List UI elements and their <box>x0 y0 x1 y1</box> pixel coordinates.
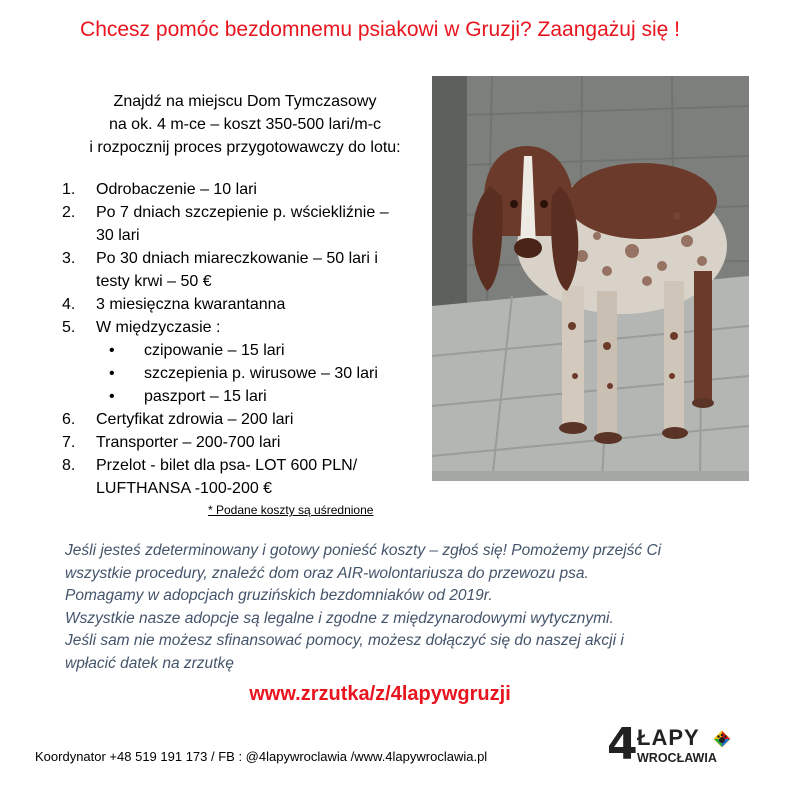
logo-lapy: ŁAPY <box>637 725 700 750</box>
list-item <box>62 178 422 201</box>
list-number: 2. <box>62 204 76 221</box>
paragraph-line: Jeśli sam nie możesz sfinansować pomocy, możesz dołączyć się do naszej akcji i <box>65 632 624 649</box>
paw-icon <box>711 728 733 750</box>
list-item <box>62 316 422 339</box>
list-number: 7. <box>62 434 76 451</box>
list-number: 4. <box>62 296 76 313</box>
list-text: Przelot - bilet dla psa- LOT 600 PLN/ <box>96 457 358 474</box>
intro-line: na ok. 4 m-ce – koszt 350-500 lari/m-c <box>108 116 382 133</box>
info-paragraph <box>65 540 755 675</box>
footer-contact: Koordynator +48 519 191 173 / FB : @4lapywroclawia /www.4lapywroclawia.pl <box>35 749 488 764</box>
sub-list-item <box>62 339 422 362</box>
logo <box>607 719 737 775</box>
list-text: czipowanie – 15 lari <box>144 342 285 359</box>
list-text: Transporter – 200-700 lari <box>96 434 281 451</box>
list-item <box>62 201 422 247</box>
paragraph-line: Wszystkie nasze adopcje są legalne i zgodne z międzynarodowymi wytycznymi. <box>65 609 614 627</box>
list-item <box>62 408 422 431</box>
paragraph-line: wszystkie procedury, znaleźć dom oraz AIR-wolontariusza do przewozu psa. <box>65 564 589 582</box>
intro-line: Znajdź na miejscu Dom Tymczasowy <box>113 93 377 110</box>
paragraph-line: Jeśli jesteś zdeterminowany i gotowy ponieść koszty – zgłoś się! Pomożemy przejść Ci <box>65 542 662 559</box>
paragraph-line: wpłacić datek na zrzutkę <box>65 654 234 672</box>
dog-illustration <box>432 76 749 481</box>
list-item <box>62 247 422 293</box>
list-text: LUFTHANSA -100-200 € <box>96 480 273 497</box>
bullet-icon: • <box>109 388 115 405</box>
cost-note: * Podane koszty są uśrednione <box>208 503 374 517</box>
paragraph-line: Pomagamy w adopcjach gruzińskich bezdomniaków od 2019r. <box>65 587 493 604</box>
list-item <box>62 431 422 454</box>
list-number: 5. <box>62 319 76 336</box>
cost-list <box>62 178 422 500</box>
list-item <box>62 454 422 500</box>
list-text: Odrobaczenie – 10 lari <box>96 181 257 198</box>
list-number: 6. <box>62 411 76 428</box>
dog-photo <box>432 76 749 481</box>
logo-city: WROCŁAWIA <box>637 751 717 765</box>
list-text: szczepienia p. wirusowe – 30 lari <box>144 365 378 382</box>
bullet-icon: • <box>109 365 115 382</box>
fundraiser-link[interactable]: www.zrzutka/z/4lapywgruzji <box>249 683 511 705</box>
intro-line: i rozpocznij proces przygotowawczy do lotu: <box>89 139 401 156</box>
list-text: Po 7 dniach szczepienie p. wściekliźnie – <box>96 204 389 221</box>
list-text: Po 30 dniach miareczkowanie – 50 lari i <box>96 250 378 267</box>
list-item <box>62 293 422 316</box>
intro-text <box>60 90 430 159</box>
list-number: 3. <box>62 250 76 267</box>
sub-list-item <box>62 362 422 385</box>
logo-four: 4 <box>607 719 638 770</box>
list-text: testy krwi – 50 € <box>96 273 212 290</box>
list-text: W międzyczasie : <box>96 319 221 336</box>
list-number: 1. <box>62 181 76 198</box>
list-text: paszport – 15 lari <box>144 388 267 405</box>
list-text: Certyfikat zdrowia – 200 lari <box>96 411 294 428</box>
list-text: 3 miesięczna kwarantanna <box>96 296 286 313</box>
page-title: Chcesz pomóc bezdomnemu psiakowi w Gruzji? Zaangażuj się ! <box>80 18 680 41</box>
list-number: 8. <box>62 457 76 474</box>
list-text: 30 lari <box>96 227 140 244</box>
bullet-icon: • <box>109 342 115 359</box>
sub-list-item <box>62 385 422 408</box>
